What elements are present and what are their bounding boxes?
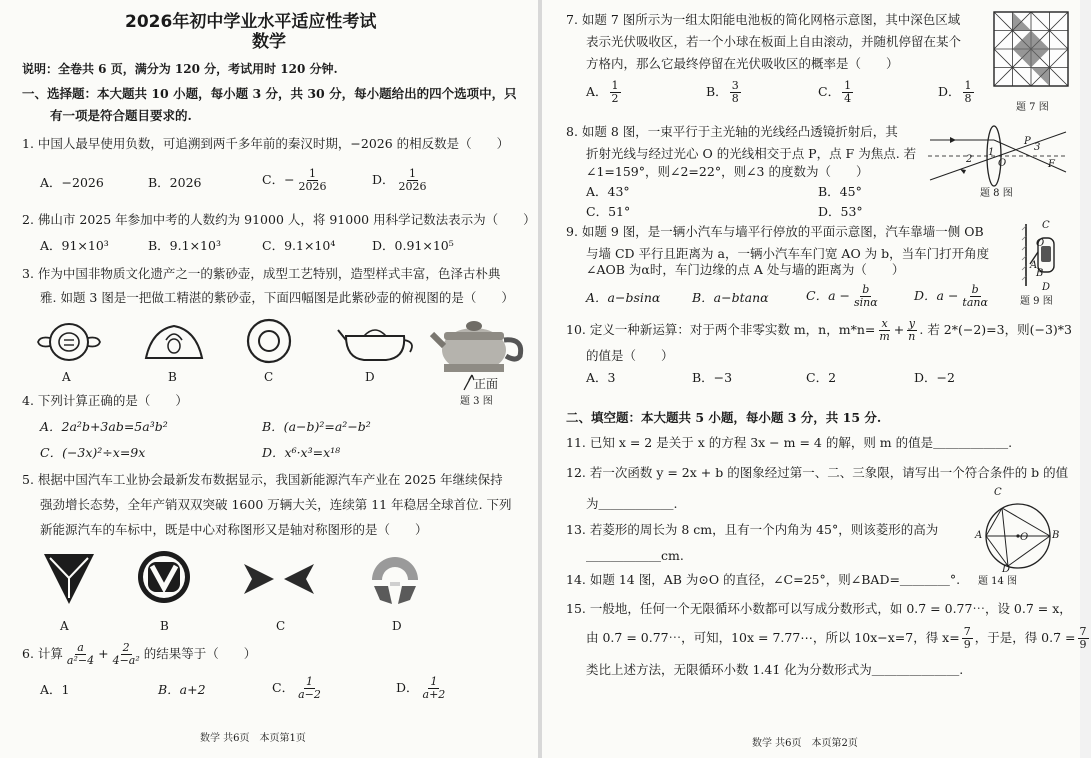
q7-option-d-label: D． <box>938 84 961 99</box>
q3-fig-label: 题 3 图 <box>460 396 493 407</box>
q8-mark-f: F <box>1048 159 1055 170</box>
q5-logo-c <box>242 560 316 598</box>
q7-a-num: 1 <box>611 79 619 92</box>
q4-option-b: B．(a−b)²=a²−b² <box>262 419 371 434</box>
q5-label-c: C <box>276 619 286 633</box>
q14-stem: 14. 如题 14 图，AB 为⊙O 的直径，∠C=25°，则∠BAD=＿＿＿＿°. <box>566 572 961 587</box>
q14-mark-a: A <box>975 530 983 541</box>
q6-stem-post: 的结果等于（ ） <box>143 646 257 661</box>
q8-mark-p: P <box>1024 136 1031 147</box>
q10-n: n <box>908 330 916 343</box>
q12-stem: 12. 若一次函数 y = 2x + b 的图象经过第一、二、三象限，请写出一个符合条件的 b 的值 <box>566 465 1069 480</box>
q9-stem: 9. 如题 9 图，是一辆小汽车与墙平行停放的平面示意图，汽车靠墙一侧 OB <box>566 224 984 239</box>
q5-logo-b <box>134 548 194 606</box>
q1-option-d-label: D． <box>372 172 395 187</box>
q3-stem: 3. 作为中国非物质文化遗产之一的紫砂壶，成型工艺特别，造型样式丰富，色泽古朴典 <box>22 266 501 281</box>
q6-option-d-label: D． <box>396 680 419 695</box>
q15-stem-pre: 由 0.7̇ = 0.77⋯，可知，10x = 7.77⋯，所以 10x−x=7，得 x= <box>586 630 960 645</box>
q5-logo-d <box>366 552 424 610</box>
q3-teapot-photo <box>430 312 526 382</box>
q6-stem-pre: 6. 计算 <box>22 646 63 661</box>
q9-fig-label: 题 9 图 <box>1020 296 1053 307</box>
q2-option-b: B．9.1×10³ <box>148 238 221 253</box>
q3-front-label: 正面 <box>474 377 499 391</box>
q13-stem: 13. 若菱形的周长为 8 cm，且有一个内角为 45°，则该菱形的高为 <box>566 522 939 537</box>
section2-heading: 二、填空题：本大题共 5 小题，每小题 3 分，共 15 分. <box>566 410 882 425</box>
q6-option-c-label: C． <box>272 680 295 695</box>
q7-option-c <box>818 80 855 105</box>
q10-stem-cont: 的值是（ ） <box>586 348 674 363</box>
q10-option-b: B．−3 <box>692 370 733 385</box>
q1-stem: 1. 中国人最早使用负数，可追溯到两千多年前的秦汉时期，−2026 的相反数是（ ） <box>22 136 510 151</box>
q4-option-c: C．(−3x)²÷x=9x <box>40 445 146 460</box>
q1-option-b: B．2026 <box>148 175 202 190</box>
exam-title: 2026年初中学业水平适应性考试 <box>125 12 377 32</box>
q9-option-d-label: D．a − <box>914 288 959 303</box>
q8-mark-1: 1 <box>988 147 995 158</box>
q13-stem-cont: ＿＿＿＿＿＿cm. <box>586 548 684 563</box>
q1-c-denominator: 2026 <box>298 180 327 193</box>
q9-mark-a: A <box>1030 260 1038 271</box>
q8-option-c: C．51° <box>586 204 631 219</box>
q10-option-d: D．−2 <box>914 370 955 385</box>
q12-stem-cont: 为＿＿＿＿＿＿. <box>586 496 678 511</box>
q6-plus: + <box>98 646 109 661</box>
q6-c-num: 1 <box>305 675 313 688</box>
q2-option-c: C．9.1×10⁴ <box>262 238 336 253</box>
exam-page-2 <box>542 0 1087 758</box>
q3-option-a-figure <box>34 318 104 368</box>
q10-option-a: A．3 <box>586 370 616 385</box>
q7-d-den: 8 <box>964 92 972 105</box>
q6-option-b: B．a+2 <box>158 682 206 697</box>
q1-d-numerator: 1 <box>409 167 417 180</box>
q5-label-d: D <box>392 619 402 633</box>
q3-option-d-figure <box>336 318 416 364</box>
q3-option-c-figure <box>244 316 294 366</box>
q8-mark-3: 3 <box>1034 142 1041 153</box>
q15-stem-cont <box>586 626 1091 651</box>
q10-stem-pre: 10. 定义一种新运算：对于两个非零实数 m，n，m*n= <box>566 322 876 337</box>
q7-option-a <box>586 80 623 105</box>
q3-label-c: C <box>264 370 274 384</box>
q10-option-c: C．2 <box>806 370 837 385</box>
q9-option-b: B．a−btanα <box>692 290 769 305</box>
q9-option-c <box>806 284 882 309</box>
q7-solar-grid-figure <box>992 10 1070 90</box>
q1-d-denominator: 2026 <box>398 180 427 193</box>
q3-stem-cont: 雅. 如题 3 图是一把做工精湛的紫砂壶，下面四幅图是此紫砂壶的俯视图的是（ ） <box>40 290 514 305</box>
q9-mark-d: D <box>1042 282 1051 293</box>
q4-option-d: D．x⁶·x³=x¹⁸ <box>262 445 341 460</box>
page2-footer: 数学 共6页 本页第2页 <box>752 738 858 749</box>
q8-option-b: B．45° <box>818 184 862 199</box>
q9-mark-b: B <box>1036 268 1044 279</box>
q6-f2-num: 2 <box>122 641 130 654</box>
q7-option-c-label: C． <box>818 84 841 99</box>
q7-stem-cont: 表示光伏吸收区，若一个小球在板面上自由滚动，并随机停留在某个 <box>586 34 962 49</box>
q6-option-d <box>396 676 449 701</box>
q8-mark-2: 2 <box>966 154 973 165</box>
q14-fig-label: 题 14 图 <box>978 576 1018 587</box>
section1-heading: 一、选择题：本大题共 10 小题，每小题 3 分，共 30 分，每小题给出的四个选项中，只 <box>22 86 517 101</box>
q15-stem: 15. 一般地，任何一个无限循环小数都可以写成分数形式，如 0.7̇ = 0.77⋯，设 0.7̇ = x， <box>566 601 1072 616</box>
q15-den-2: 9 <box>1079 638 1087 651</box>
q4-stem: 4. 下列计算正确的是（ ） <box>22 393 188 408</box>
q10-stem: 10. 定义一种新运算：对于两个非零实数 m，n，m*n= $\frac{x}{m}$ + $\frac{y}{n}$ . 若 2*(−2)=3，则(−3)*3 <box>566 317 1072 343</box>
q3-label-a: A <box>62 370 71 384</box>
q14-mark-o: O <box>1020 532 1029 543</box>
q9-option-d <box>914 284 992 309</box>
q2-option-a: A．91×10³ <box>40 238 109 253</box>
q15-num-2: 7 <box>1079 625 1087 638</box>
q8-option-d: D．53° <box>818 204 863 219</box>
q10-stem-post: . 若 2*(−2)=3，则(−3)*3 <box>919 322 1072 337</box>
q5-stem-cont2: 新能源汽车的车标中，既是中心对称图形又是轴对称图形的是（ ） <box>40 522 428 537</box>
q15-den-1: 9 <box>963 638 971 651</box>
q1-c-numerator: 1 <box>309 167 317 180</box>
q7-a-den: 2 <box>611 92 619 105</box>
q6-f2-den: 4−a² <box>112 654 140 667</box>
q15-stem-cont2: 类比上述方法，无限循环小数 1.4̇1̇ 化为分数形式为＿＿＿＿＿＿＿. <box>586 662 964 677</box>
q4-option-a: A．2a²b+3ab=5a³b² <box>40 419 168 434</box>
q6-option-a: A．1 <box>40 682 70 697</box>
q5-stem-cont: 强劲增长态势，全年产销双双突破 1600 万辆大关，连续第 11 年稳居全球首位. 下列 <box>40 497 512 512</box>
q14-circle-figure <box>974 492 1064 574</box>
q2-stem: 2. 佛山市 2025 年参加中考的人数约为 91000 人，将 91000 用科学记数法表示为（ ） <box>22 212 536 227</box>
q9-stem-cont: 与墙 CD 平行且距离为 a，一辆小汽车车门宽 AO 为 b，当车门打开角度 <box>586 246 990 261</box>
q6-option-c <box>272 676 325 701</box>
q6-c-den: a−2 <box>298 688 321 701</box>
q9-d-den: tanα <box>962 296 988 309</box>
q3-label-b: B <box>168 370 177 384</box>
q2-option-d: D．0.91×10⁵ <box>372 238 454 253</box>
q7-option-b <box>706 80 743 105</box>
q8-option-a: A．43° <box>586 184 630 199</box>
q7-d-num: 1 <box>964 79 972 92</box>
q9-option-c-label: C．a − <box>806 288 850 303</box>
q8-fig-label: 题 8 图 <box>980 188 1013 199</box>
q9-mark-c: C <box>1042 220 1050 231</box>
q7-stem-cont2: 方格内，那么它最终停留在光伏吸收区的概率是（ ） <box>586 56 899 71</box>
q7-stem: 7. 如题 7 图所示为一组太阳能电池板的简化网格示意图，其中深色区域 <box>566 12 961 27</box>
q8-stem: 8. 如题 8 图，一束平行于主光轴的光线经凸透镜折射后，其 <box>566 124 898 139</box>
q15-stem-mid: ，于是，得 0.7̇ = <box>974 630 1076 645</box>
q9-c-den: sinα <box>853 296 878 309</box>
q6-d-den: a+2 <box>422 688 446 701</box>
q1-option-a: A．−2026 <box>40 175 104 190</box>
q10-y: y <box>908 317 915 330</box>
exam-subject: 数学 <box>252 32 286 52</box>
q7-fig-label: 题 7 图 <box>1016 102 1049 113</box>
q6-stem <box>22 642 256 667</box>
q1-option-c-label: C．− <box>262 172 295 187</box>
q9-mark-o: O <box>1036 238 1045 249</box>
q9-option-a: A．a−bsinα <box>586 290 661 305</box>
section1-heading-cont: 有一项是符合题目要求的. <box>50 108 192 123</box>
q8-stem-cont2: ∠1=159°，则∠2=22°，则∠3 的度数为（ ） <box>586 164 869 179</box>
q1-option-c <box>262 168 331 193</box>
q11-stem: 11. 已知 x = 2 是关于 x 的方程 3x − m = 4 的解，则 m 的值是＿＿＿＿＿＿. <box>566 435 1013 450</box>
exam-instructions: 说明：全卷共 6 页，满分为 120 分，考试用时 120 分钟. <box>22 62 338 76</box>
q5-label-b: B <box>160 619 169 633</box>
exam-page-1 <box>0 0 538 758</box>
q15-num-1: 7 <box>963 625 971 638</box>
q6-d-num: 1 <box>430 675 438 688</box>
q9-c-num: b <box>862 283 870 296</box>
q3-option-b-figure <box>142 318 206 364</box>
q7-c-den: 4 <box>844 92 852 105</box>
q7-b-den: 8 <box>731 92 739 105</box>
q6-f1-num: a <box>77 641 84 654</box>
q14-mark-c: C <box>994 487 1002 498</box>
q6-f1-den: a²−4 <box>66 654 95 667</box>
q14-mark-d: D <box>1002 564 1011 575</box>
q14-mark-b: B <box>1052 530 1060 541</box>
q9-stem-cont2: ∠AOB 为α时，车门边缘的点 A 处与墙的距离为（ ） <box>586 262 905 277</box>
q1-option-d <box>372 168 431 193</box>
q5-stem: 5. 根据中国汽车工业协会最新发布数据显示，我国新能源汽车产业在 2025 年继续保持 <box>22 472 503 487</box>
q7-option-b-label: B． <box>706 84 728 99</box>
q7-option-d <box>938 80 976 105</box>
q10-m: m <box>879 330 890 343</box>
q7-option-a-label: A． <box>586 84 608 99</box>
q5-logo-a <box>40 548 98 608</box>
q8-stem-cont: 折射光线与经过光心 O 的光线相交于点 P，点 F 为焦点. 若 <box>586 146 917 161</box>
q9-d-num: b <box>971 283 979 296</box>
q7-c-num: 1 <box>844 79 852 92</box>
q8-mark-o: O <box>998 158 1007 169</box>
q5-label-a: A <box>60 619 69 633</box>
page1-footer: 数学 共6页 本页第1页 <box>200 733 306 744</box>
q10-x: x <box>881 317 888 330</box>
q3-label-d: D <box>365 370 375 384</box>
q7-b-num: 3 <box>731 79 739 92</box>
